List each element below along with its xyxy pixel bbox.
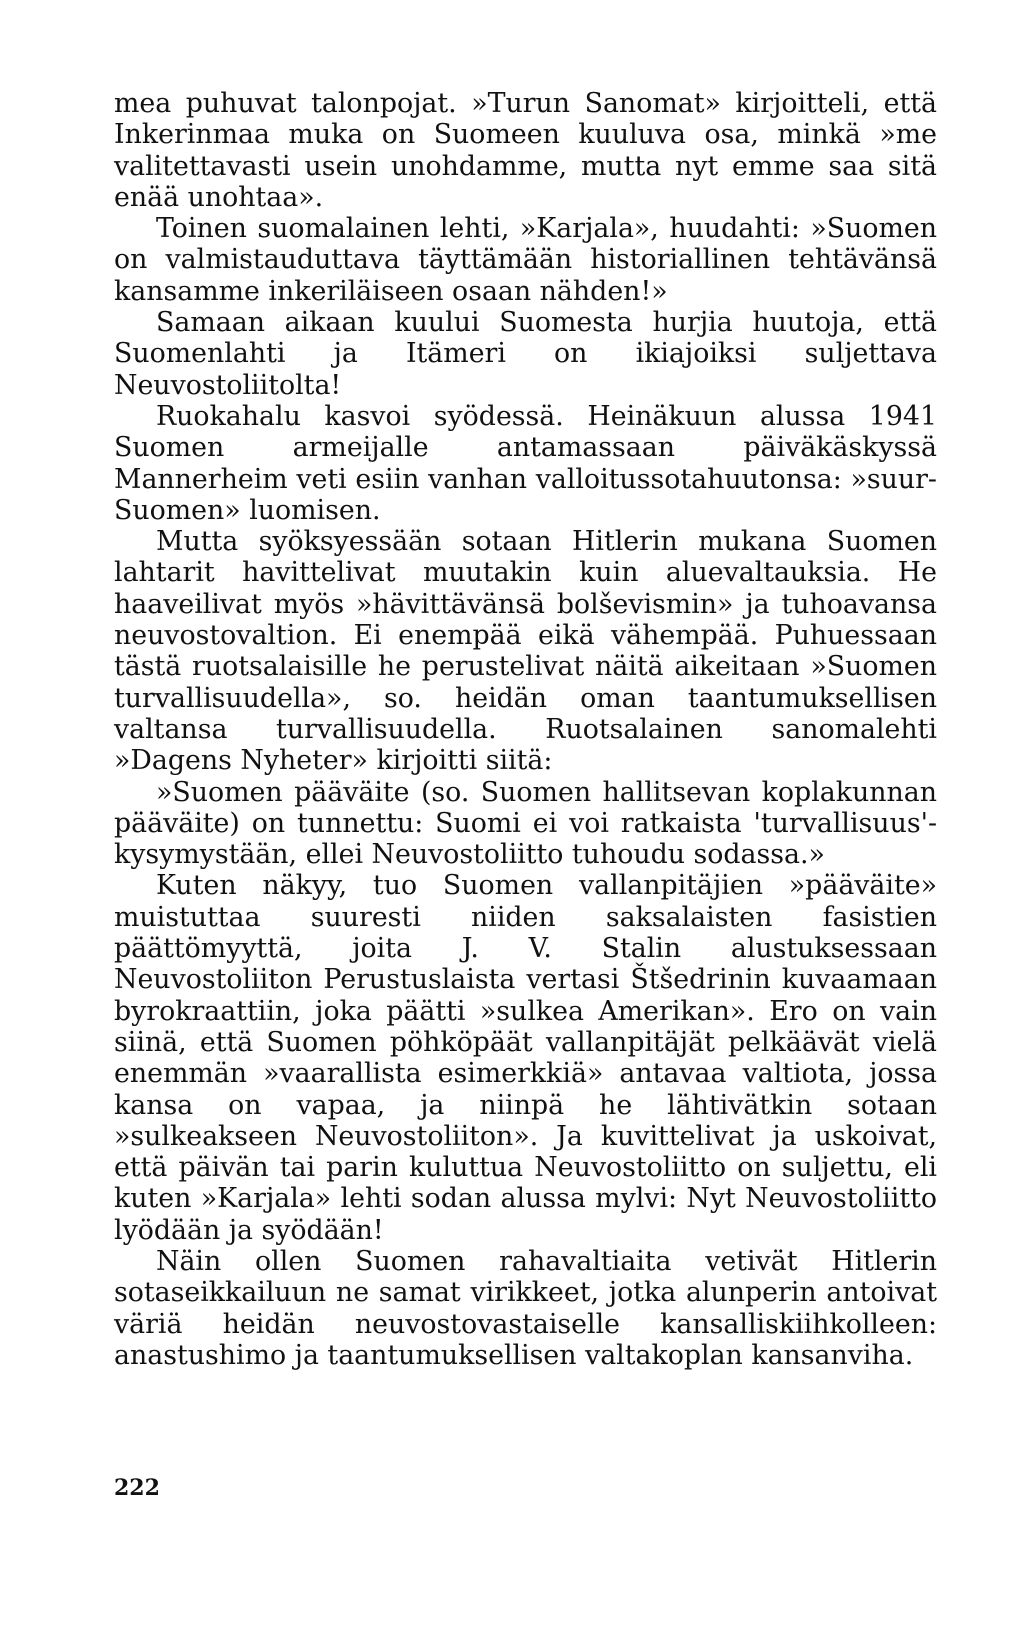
paragraph-lahtarit: Mutta syöksyessään sotaan Hitlerin mukana Suomen lahtarit havittelivat muutakin kuin aluevaltauksia. He haaveilivat myös »hävittävänsä bolševismin» ja tuhoavansa neuvostovaltion. Ei enempää eikä vähempää. Puhuessaan tästä ruotsalaisille he perustelivat näitä aikeitaan »Suomen turvallisuudella», so. heidän oman taantumuksellisen valtansa turvallisuudella. Ruotsalainen sanomalehti »Dagens Nyheter» kirjoitti siitä: <box>114 526 937 777</box>
body-text <box>114 88 937 1371</box>
paragraph-continuation: mea puhuvat talonpojat. »Turun Sanomat» kirjoitteli, että Inkerinmaa muka on Suomeen kuuluva osa, minkä »me valitettavasti usein unohdamme, mutta nyt emme saa sitä enää unohtaa». <box>114 88 937 213</box>
paragraph-ruokahalu: Ruokahalu kasvoi syödessä. Heinäkuun alussa 1941 Suomen armeijalle antamassaan päiväkäskyssä Mannerheim veti esiin vanhan valloitussotahuutonsa: »suur-Suomen» luomisen. <box>114 400 937 526</box>
paragraph-karjala: Toinen suomalainen lehti, »Karjala», huudahti: »Suomen on valmistauduttava täyttämään historiallinen tehtävänsä kansamme inkeriläiseen osaan nähden!» <box>114 213 937 307</box>
page-number: 222 <box>114 1475 160 1501</box>
paragraph-paavaite: Kuten näkyy, tuo Suomen vallanpitäjien »pääväite» muistuttaa suuresti niiden saksalaisten fasistien päättömyyttä, joita J. V. Stalin alustuksessaan Neuvostoliiton Perustuslaista vertasi Štšedrinin kuvaamaan byrokraattiin, joka päätti »sulkea Amerikan». Ero on vain siinä, että Suomen pöhköpäät vallanpitäjät pelkäävät vielä enemmän »vaarallista esimerkkiä» antavaa valtiota, jossa kansa on vapaa, ja niinpä he lähtivätkin sotaan »sulkeakseen Neuvostoliiton». Ja kuvittelivat ja uskoivat, että päivän tai parin kuluttua Neuvostoliitto on suljettu, eli kuten »Karjala» lehti sodan alussa mylvi: Nyt Neuvostoliitto lyödään ja syödään! <box>114 870 937 1246</box>
paragraph-quote: »Suomen pääväite (so. Suomen hallitsevan koplakunnan pääväite) on tunnettu: Suomi ei voi ratkaista 'turvallisuus'-kysymystään, ellei Neuvostoliitto tuhoudu sodassa.» <box>114 776 937 871</box>
paragraph-huutoja: Samaan aikaan kuului Suomesta hurjia huutoja, että Suomenlahti ja Itämeri on ikiajoiksi suljettava Neuvostoliitolta! <box>114 307 937 401</box>
paragraph-rahavaltiaat: Näin ollen Suomen rahavaltiaita vetivät Hitlerin sotaseikkailuun ne samat virikkeet, jotka alunperin antoivat väriä heidän neuvostovastaiselle kansalliskiihkolleen: anastushimo ja taantumuksellisen valtakoplan kansanviha. <box>114 1245 937 1371</box>
